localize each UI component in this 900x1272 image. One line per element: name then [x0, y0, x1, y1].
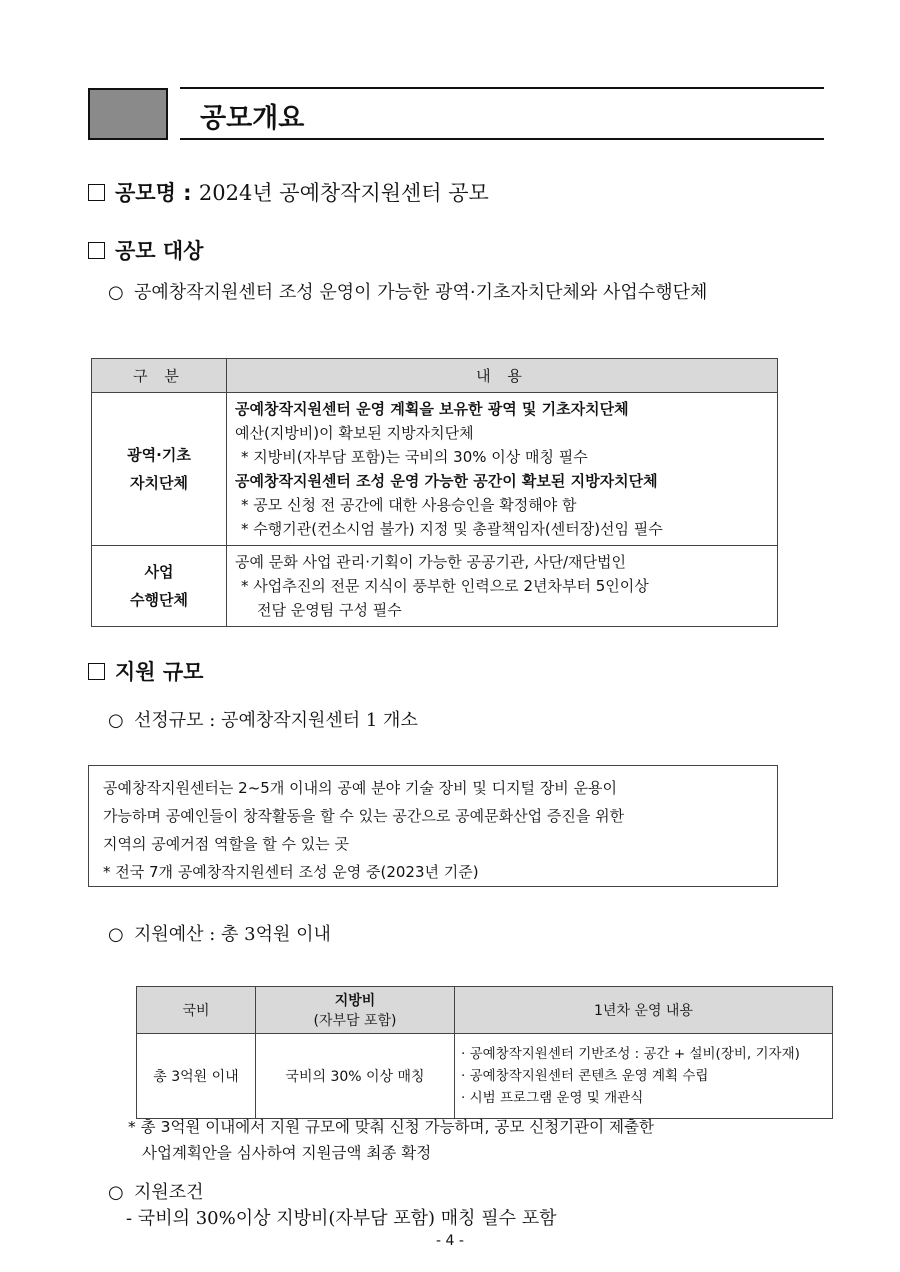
section-name-label: 공모명 — [115, 181, 176, 205]
header-top-rule — [180, 87, 824, 89]
budget-national-value: 총 3억원 이내 — [137, 1034, 256, 1119]
page-number: - 4 - — [436, 1233, 464, 1249]
budget-header-national: 국비 — [137, 987, 256, 1034]
content-line: 공예창작지원센터 운영 계획을 보유한 광역 및 기초자치단체 — [235, 400, 629, 418]
circle-bullet-icon: ○ — [108, 1182, 124, 1203]
table-row — [92, 546, 778, 627]
section-name — [88, 177, 489, 207]
checkbox-square-icon — [88, 242, 105, 259]
table-row — [92, 393, 778, 546]
section-name-value: 2024년 공예창작지원센터 공모 — [198, 181, 489, 205]
table-row — [137, 1034, 833, 1119]
budget-note — [128, 1114, 654, 1166]
budget-header-local: 지방비 (자부담 포함) — [256, 987, 455, 1034]
content-line: * 사업추진의 전문 지식이 풍부한 인력으로 2년차부터 5인이상 — [241, 577, 649, 595]
scale-bullet-1-text: 선정규모 : 공예창작지원센터 1 개소 — [134, 710, 418, 731]
center-description-box — [88, 765, 778, 887]
scale-bullet-2-text: 지원예산 : 총 3억원 이내 — [134, 924, 331, 945]
budget-table — [136, 986, 833, 1119]
budget-local-value: 국비의 30% 이상 매칭 — [256, 1034, 455, 1119]
section-scale-label: 지원 규모 — [115, 660, 204, 684]
header-gray-box — [88, 88, 168, 140]
content-line: 예산(지방비)이 확보된 지방자치단체 — [235, 424, 474, 442]
note-line: * 총 3억원 이내에서 지원 규모에 맞춰 신청 가능하며, 공모 신청기관이 제출한 — [128, 1118, 654, 1136]
list-item: · 공예창작지원센터 기반조성 : 공간 + 설비(장비, 기자재) — [461, 1046, 800, 1062]
section-name-sep: : — [175, 181, 199, 205]
table-header-category: 구 분 — [92, 359, 227, 393]
target-table — [91, 358, 778, 627]
row-category: 광역·기초 자치단체 — [92, 393, 227, 546]
circle-bullet-icon: ○ — [108, 282, 124, 303]
box-line: 공예창작지원센터는 2~5개 이내의 공예 분야 기술 장비 및 디지털 장비 운용이 — [103, 779, 618, 797]
box-line: 지역의 공예거점 역할을 할 수 있는 곳 — [103, 835, 349, 853]
content-line: 전담 운영팀 구성 필수 — [257, 601, 402, 619]
budget-plan-list — [455, 1034, 833, 1119]
circle-bullet-icon: ○ — [108, 710, 124, 731]
table-header-content: 내 용 — [227, 359, 778, 393]
scale-bullet-3-text: 지원조건 — [134, 1182, 204, 1203]
section-target-label: 공모 대상 — [115, 239, 204, 263]
content-line: * 공모 신청 전 공간에 대한 사용승인을 확정해야 함 — [241, 496, 577, 514]
row-content — [227, 546, 778, 627]
list-item: · 공예창작지원센터 콘텐츠 운영 계획 수립 — [461, 1068, 709, 1084]
content-line: 공예 문화 사업 관리·기획이 가능한 공공기관, 사단/재단법인 — [235, 553, 626, 571]
section-scale — [88, 656, 203, 686]
box-line: * 전국 7개 공예창작지원센터 조성 운영 중(2023년 기준) — [103, 863, 479, 881]
box-line: 가능하며 공예인들이 창작활동을 할 수 있는 공간으로 공예문화산업 증진을 위한 — [103, 807, 625, 825]
list-item: · 시범 프로그램 운영 및 개관식 — [461, 1090, 644, 1106]
note-line: 사업계획안을 심사하여 지원금액 최종 확정 — [142, 1144, 432, 1162]
header-bottom-rule — [180, 138, 824, 140]
row-category: 사업 수행단체 — [92, 546, 227, 627]
scale-bullet-3 — [108, 1178, 204, 1204]
target-bullet-text: 공예창작지원센터 조성 운영이 가능한 광역·기초자치단체와 사업수행단체 — [134, 282, 708, 303]
circle-bullet-icon: ○ — [108, 924, 124, 945]
budget-header-plan: 1년차 운영 내용 — [455, 987, 833, 1034]
target-bullet — [108, 278, 707, 304]
scale-bullet-1 — [108, 706, 418, 732]
content-line: * 지방비(자부담 포함)는 국비의 30% 이상 매칭 필수 — [241, 448, 588, 466]
section-target — [88, 235, 203, 265]
checkbox-square-icon — [88, 184, 105, 201]
checkbox-square-icon — [88, 663, 105, 680]
content-line: 공예창작지원센터 조성 운영 가능한 공간이 확보된 지방자치단체 — [235, 472, 658, 490]
row-content — [227, 393, 778, 546]
content-line: * 수행기관(컨소시엄 불가) 지정 및 총괄책임자(센터장)선임 필수 — [241, 520, 663, 538]
scale-bullet-2 — [108, 920, 331, 946]
page-title: 공모개요 — [200, 103, 305, 134]
condition-line: - 국비의 30%이상 지방비(자부담 포함) 매칭 필수 포함 — [126, 1208, 557, 1229]
